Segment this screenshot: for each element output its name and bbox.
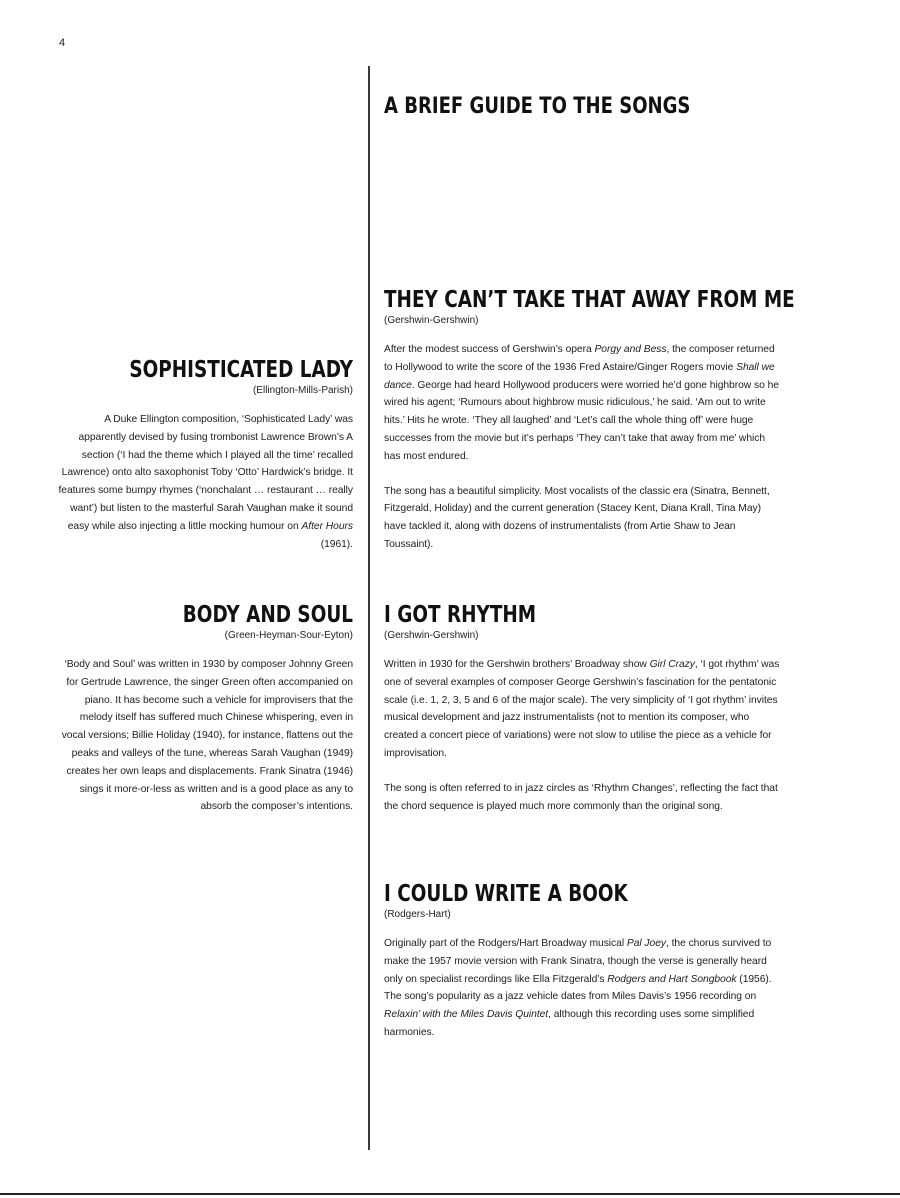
- song-i-could-write-a-book: [384, 881, 784, 1042]
- text-run: (1956). The song’s popularity as a jazz vehicle dates from Miles Davis’s 1956 recording on: [384, 973, 772, 1003]
- song-title: I COULD WRITE A BOOK: [384, 881, 628, 907]
- song-title: SOPHISTICATED LADY: [129, 357, 353, 383]
- text-run: Written in 1930 for the Gershwin brothers’ Broadway show: [384, 659, 650, 670]
- text-run-italic: Porgy and Bess: [594, 344, 667, 355]
- song-credits: (Gershwin-Gershwin): [384, 315, 479, 326]
- song-credits: (Gershwin-Gershwin): [384, 630, 479, 641]
- text-run: , although this recording uses some simplified harmonies.: [384, 1009, 755, 1038]
- song-theycant: [384, 287, 795, 554]
- text-run: . George had heard Hollywood producers were worried he’d gone highbrow so he wired his agent; ‘Rumours about highbrow music ridiculous,’ he said. ‘Am out to write hits.’ Hits he wrote. ‘They all laughed’ and ‘Let’s call the whole thing off’ were huge successes from the movie but it’s perhaps ‘They can’t take that away from me’ which has most endured.: [384, 379, 779, 462]
- song-paragraph: [384, 341, 784, 466]
- song-title: I GOT RHYTHM: [384, 602, 537, 628]
- song-paragraph: [384, 935, 784, 1042]
- text-run-italic: After Hours: [301, 520, 353, 532]
- song-credits: (Green-Heyman-Sour-Eyton): [224, 630, 353, 641]
- text-run: , ‘I got rhythm’ was one of several examples of composer George Gershwin’s fascination for the pentatonic scale (i.e. 1, 2, 3, 5 and 6 of the major scale). The very simplicity of ‘I got rhythm’ invites musical development and jazz instrumentalists (not to mention its composer, who created a concert piece of variations) were not slow to utilise the piece as a vehicle for improvisation.: [384, 659, 780, 759]
- text-run-italic: Girl Crazy: [649, 659, 695, 670]
- song-credits: (Ellington-Mills-Parish): [252, 385, 353, 396]
- text-run: A Duke Ellington composition, ‘Sophisticated Lady’ was apparently devised by fusing trombonist Lawrence Brown’s A section (‘I had the theme which I played all the time’ recalled Lawrence) onto alto saxophonist Toby ‘Otto’ Hardwick’s bridge. It features some bumpy rhymes (‘nonchalant … restaurant … really want’) but listen to the masterful Sarah Vaughan make it sound easy while also injecting a little mocking humour on: [58, 414, 353, 532]
- song-credits: (Rodgers-Hart): [384, 909, 451, 920]
- text-run-italic: Rodgers and Hart Songbook: [607, 973, 737, 985]
- song-paragraph: The song is often referred to in jazz circles as ‘Rhythm Changes’, reflecting the fact that the chord sequence is played much more commonly than the original song.: [384, 782, 778, 812]
- page-number: 4: [59, 37, 66, 49]
- song-title: THEY CAN’T TAKE THAT AWAY FROM ME: [384, 287, 795, 313]
- song-paragraph: [384, 656, 784, 763]
- text-run-italic: Pal Joey: [626, 938, 666, 949]
- text-run-italic: Relaxin’ with the Miles Davis Quintet: [384, 1009, 549, 1021]
- column-divider: [368, 66, 370, 1150]
- bottom-rule: [0, 1193, 900, 1195]
- text-run-italic: Shall we dance: [384, 361, 775, 391]
- guide-title: A BRIEF GUIDE TO THE SONGS: [384, 94, 691, 119]
- song-paragraph: ‘Body and Soul’ was written in 1930 by composer Johnny Green for Gertrude Lawrence, the singer Green often accompanied on piano. It has become such a vehicle for improvisers that the melody itself has suffered much Chinese whispering, even in vocal versions; Billie Holiday (1940), for instance, flattens out the peaks and valleys of the tune, whereas Sarah Vaughan (1949) creates her own leaps and displacements. Frank Sinatra (1946) sings it more-or-less as written and is a good place as any to absorb the composer’s intentions.: [61, 659, 353, 813]
- song-i-got-rhythm: [384, 602, 784, 815]
- text-run: , the composer returned to Hollywood to write the score of the 1936 Fred Astaire/Ginger Rogers movie: [384, 344, 775, 373]
- text-run: (1961).: [320, 538, 353, 550]
- song-title: BODY AND SOUL: [182, 602, 353, 628]
- text-run: Originally part of the Rodgers/Hart Broadway musical: [384, 938, 627, 949]
- song-paragraph: The song has a beautiful simplicity. Most vocalists of the classic era (Sinatra, Bennett, Fitzgerald, Holiday) and the current generation (Stacey Kent, Diana Krall, Tina May) have tackled it, along with dozens of instrumentalists (from Artie Shaw to Jean Toussaint).: [384, 485, 770, 550]
- text-run: , the chorus survived to make the 1957 movie version with Frank Sinatra, though the verse is generally heard only on specialist recordings like Ella Fitzgerald’s: [384, 938, 772, 985]
- song-body-and-soul: [56, 602, 353, 816]
- text-run: After the modest success of Gershwin’s opera: [384, 344, 595, 355]
- song-paragraph: [56, 411, 353, 553]
- song-sophisticated-lady: [56, 357, 353, 553]
